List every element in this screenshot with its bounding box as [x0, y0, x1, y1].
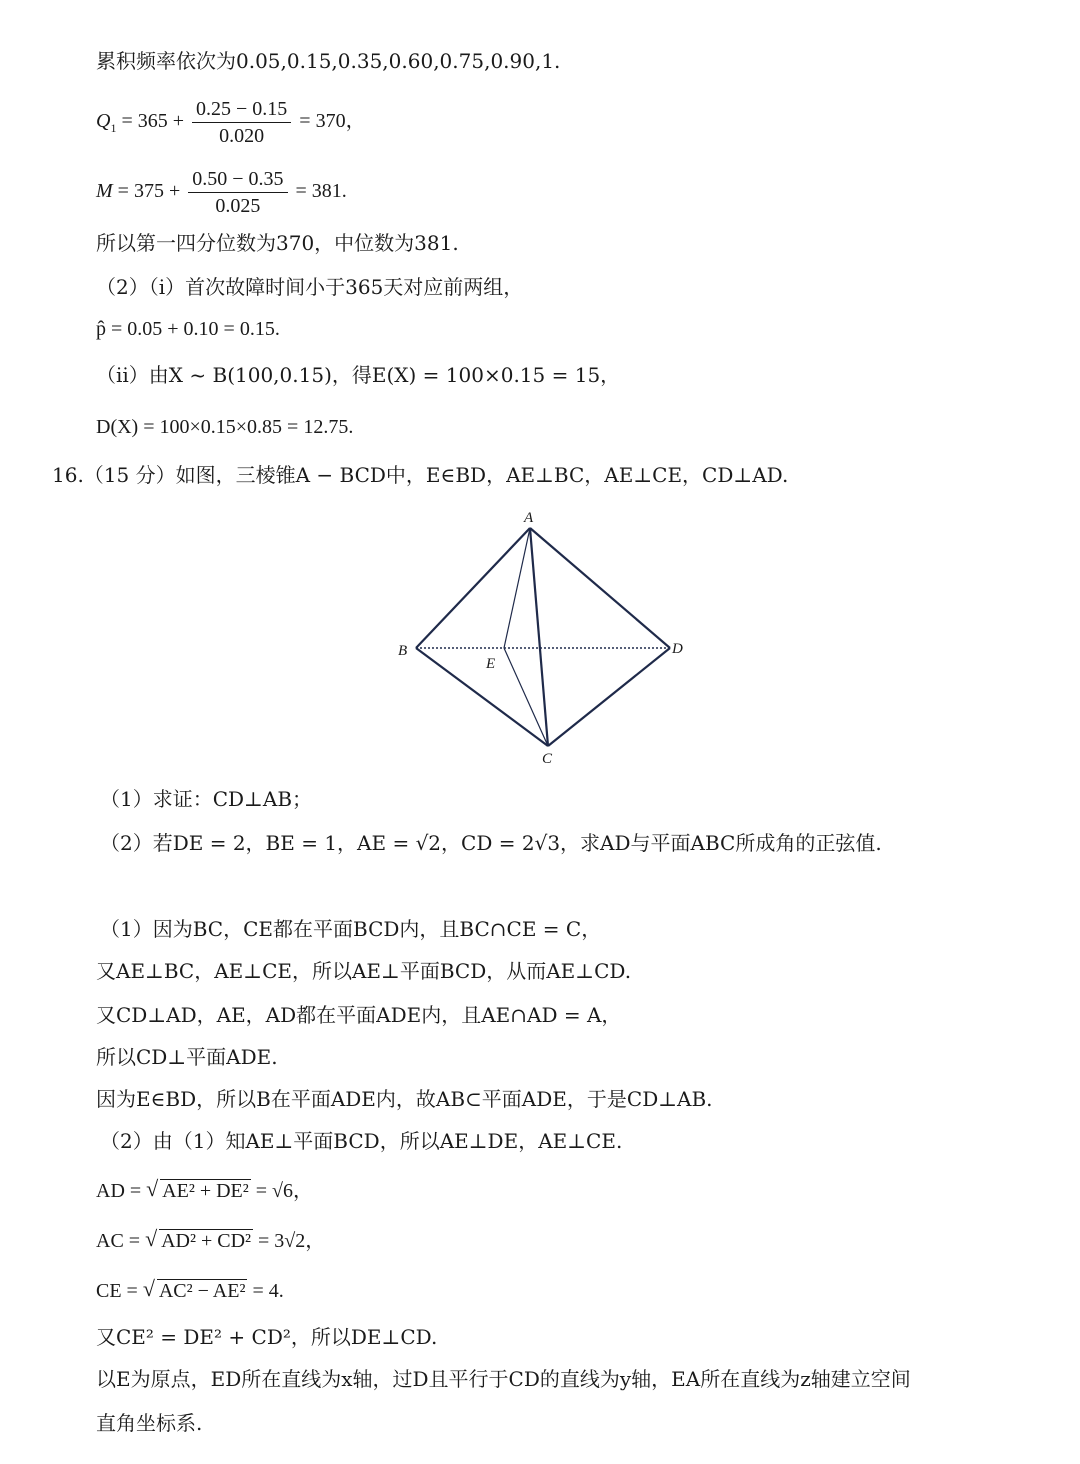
q1-base: = 365 +	[116, 110, 190, 133]
median-fraction	[188, 166, 287, 219]
label-d: D	[672, 641, 683, 657]
q1-result: = 370，	[294, 110, 366, 133]
variance-line: D(X) = 100×0.15×0.85 = 12.75.	[96, 416, 354, 438]
ac-radicand: AD² + CD²	[161, 1230, 252, 1252]
ce-length-formula	[96, 1276, 284, 1306]
edge-bc	[416, 648, 548, 746]
question-16-stem: 16.（15 分）如图，三棱锥A − BCD中，E∈BD，AE⊥BC，AE⊥CE，CD⊥AD.	[52, 463, 789, 487]
median-result: = 381.	[290, 180, 347, 203]
label-c: C	[542, 751, 553, 767]
edge-ad	[530, 528, 670, 648]
median-numerator: 0.50 − 0.35	[188, 166, 287, 193]
q1-numerator: 0.25 − 0.15	[192, 96, 291, 123]
part2-prompt: （2）若DE = 2，BE = 1，AE = √2，CD = 2√3，求AD与平面ABC所成角的正弦值.	[100, 831, 882, 855]
solution-line-3: 又CD⊥AD，AE，AD都在平面ADE内，且AE∩AD = A，	[96, 1003, 622, 1027]
q1-formula	[96, 96, 366, 149]
ad-lhs: AD =	[96, 1180, 147, 1202]
ce-value: = 4.	[247, 1280, 284, 1302]
ad-length-formula	[96, 1176, 313, 1206]
ad-sqrt	[146, 1176, 251, 1206]
tetrahedron-figure	[380, 500, 700, 770]
ad-value: = √6，	[250, 1180, 314, 1202]
solution-line-4: 所以CD⊥平面ADE.	[96, 1045, 278, 1069]
edge-dc	[548, 648, 670, 746]
solution-line-2: 又AE⊥BC，AE⊥CE，所以AE⊥平面BCD，从而AE⊥CD.	[96, 959, 632, 983]
q1-denominator: 0.020	[219, 125, 265, 147]
solution-line-9: 直角坐标系.	[96, 1411, 203, 1435]
median-formula	[96, 166, 347, 219]
solution-line-7: 又CE² = DE² + CD²，所以DE⊥CD.	[96, 1325, 438, 1349]
q1-symbol: Q	[96, 110, 111, 133]
segment-ae	[504, 528, 530, 648]
median-denominator: 0.025	[215, 195, 261, 217]
ac-value: = 3√2，	[253, 1230, 326, 1252]
ac-length-formula	[96, 1226, 325, 1256]
median-base: = 375 +	[112, 180, 186, 203]
q1-fraction	[192, 96, 291, 149]
label-b: B	[398, 643, 408, 659]
cumulative-frequency-line: 累积频率依次为0.05,0.15,0.35,0.60,0.75,0.90,1.	[96, 49, 561, 73]
ce-sqrt	[143, 1276, 248, 1306]
part1-prompt: （1）求证：CD⊥AB；	[100, 787, 313, 811]
ac-sqrt	[145, 1226, 253, 1256]
median-symbol: M	[96, 180, 113, 203]
label-a: A	[524, 510, 534, 526]
quartile-conclusion: 所以第一四分位数为370，中位数为381.	[96, 231, 459, 255]
ac-lhs: AC =	[96, 1230, 146, 1252]
part2-ii-line: （ⅱ）由X ~ B(100,0.15)，得E(X) = 100×0.15 = 15，	[96, 363, 621, 387]
p-hat-line: p̂ = 0.05 + 0.10 = 0.15.	[96, 318, 280, 340]
solution-line-6: （2）由（1）知AE⊥平面BCD，所以AE⊥DE，AE⊥CE.	[100, 1129, 623, 1153]
solution-line-8: 以E为原点，ED所在直线为x轴，过D且平行于CD的直线为y轴，EA所在直线为z轴建立空间	[96, 1367, 911, 1391]
ce-lhs: CE =	[96, 1280, 143, 1302]
q1-subscript: 1	[110, 121, 117, 136]
solution-line-1: （1）因为BC，CE都在平面BCD内，且BC∩CE = C，	[100, 917, 602, 941]
ad-radicand: AE² + DE²	[162, 1180, 249, 1202]
part2-i-line: （2）（ⅰ）首次故障时间小于365天对应前两组，	[96, 275, 524, 299]
edge-ab	[416, 528, 530, 648]
solution-line-5: 因为E∈BD，所以B在平面ADE内，故AB⊂平面ADE，于是CD⊥AB.	[96, 1087, 713, 1111]
label-e: E	[486, 656, 496, 672]
ce-radicand: AC² − AE²	[158, 1280, 246, 1302]
